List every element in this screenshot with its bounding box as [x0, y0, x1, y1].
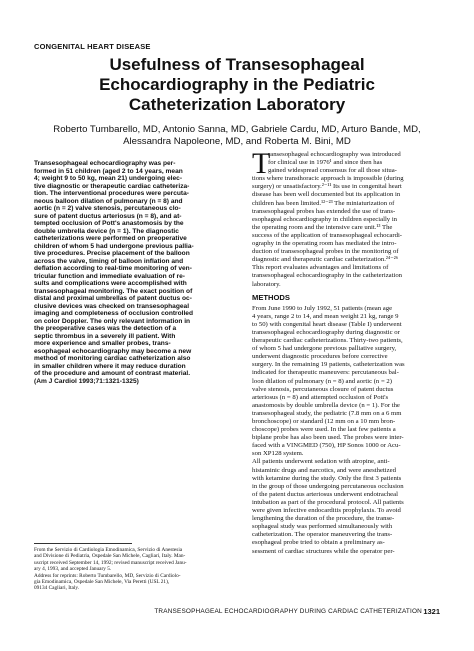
abstract-line: the preoperative cases was the detection of a	[34, 325, 177, 332]
article-title	[0, 55, 474, 115]
methods-line: All patients underwent sedation with atropine, anti-	[252, 458, 390, 466]
intro-line: ransesophageal echocardiography was introduced	[268, 151, 401, 158]
abstract-line: across the valve, timing of balloon inflation and	[34, 257, 184, 265]
abstract-line: tion. The interventional procedures were percuta-	[34, 190, 189, 197]
methods-line: choscope) probes were used. In the last few patients a	[252, 426, 396, 434]
abstract-line: sure of patent ductus arteriosus (n = 8), and at-	[34, 212, 182, 220]
methods-line: transesophageal echocardiography during diagnostic or	[252, 328, 400, 336]
abstract-line: on color Doppler. The only relevant information in	[34, 317, 191, 325]
intro-line: ography in the operating room has mediated the intro-	[252, 240, 397, 248]
abstract-line: clusive devices was checked on transesophageal	[34, 302, 190, 310]
abstract-line: (Am J Cardiol 1993;71:1321-1325)	[34, 377, 139, 385]
abstract-line: transesophageal monitoring. The exact position of	[34, 287, 193, 295]
footnote-line: uscript received September 14, 1992; revised manuscript received Janu-	[34, 559, 187, 566]
methods-line: faced with a VINGMED (750), HP Sonos 1000 or Acu-	[252, 442, 401, 450]
intro-line: surgery) or unsatisfactory.²⁻¹¹ Its use in congenital heart	[252, 183, 402, 191]
abstract-line: esophageal echocardiography may become a new	[34, 347, 192, 355]
abstract-line: formed in 51 children (aged 2 to 14 years, mean	[34, 167, 183, 175]
methods-line: catheterization. The operator maneuvering the trans-	[252, 531, 393, 539]
running-head: TRANSESOPHAGEAL ECHOCARDIOGRAPHY DURING CARDIAC CATHETERIZATION	[154, 608, 422, 615]
methods-line: lengthening the duration of the procedure, the transe-	[252, 515, 395, 523]
methods-line: arteriosus (n = 8) and attempted occlusion of Pott's	[252, 393, 389, 401]
methods-heading: METHODS	[252, 293, 290, 302]
footnote-line: and Divisione di Pediatria, Ospedale San Michele, Cagliari, Italy. Man-	[34, 553, 186, 560]
footnote-line: Address for reprints: Roberto Tumbarello, MD, Servizio di Cardiolo-	[34, 572, 181, 579]
methods-line: were given infective endocarditis prophylaxis. To avoid	[252, 507, 401, 515]
abstract-line: distal and proximal umbrellas of patent ductus oc-	[34, 295, 192, 302]
intro-line: laboratory.	[252, 280, 281, 288]
page-number: 1321	[423, 607, 440, 616]
abstract-line: of the procedure and amount of contrast material.	[34, 370, 191, 377]
abstract-line: aortic (n = 2) valve stenosis, percutaneous clo-	[34, 205, 181, 212]
footnote-divider	[34, 543, 132, 544]
abstract-line: children of whom 5 had undergone previous pallia-	[34, 242, 194, 250]
title-line: Echocardiography in the Pediatric	[99, 75, 375, 94]
intro-line: children has been limited.¹²⁻²³ The miniaturization of	[252, 199, 395, 207]
author-list	[0, 124, 474, 148]
methods-line: histaminic drugs and narcotics, and were anesthetized	[252, 466, 396, 474]
abstract-line: deflation according to real-time monitoring of ven-	[34, 265, 192, 272]
footnote-line: From the Servizio di Cardiologia Emodinamica, Servizio di Anestesia	[34, 547, 183, 553]
methods-line: From June 1990 to July 1992, 51 patients (mean age	[252, 304, 393, 312]
methods-line: son XP128 system.	[252, 450, 304, 458]
footnote-line: ary 4, 1993, and accepted January 5.	[34, 566, 112, 573]
abstract	[34, 160, 234, 385]
introduction	[252, 147, 440, 289]
methods-line: 4 years, range 2 to 14, and mean weight 21 kg, range 9	[252, 312, 399, 320]
methods-line: of whom 5 had undergone previous palliative surgery,	[252, 345, 397, 353]
abstract-line: tempted occlusion of Pott's anastomosis by the	[34, 220, 184, 227]
methods-line: bronchoscope) or standard (12 mm on a 10 mm bron-	[252, 418, 396, 425]
footnote-line: gia Emodinamica, Ospedale San Michele, Via Peretti (USL 21),	[34, 579, 170, 586]
methods-line: loon dilation of pulmonary (n = 8) and aortic (n = 2)	[252, 377, 392, 385]
methods-line: transesophageal study, the pediatric (7.8 mm on a 6 mm	[252, 409, 402, 417]
intro-line: transesophageal probes has extended the use of trans-	[252, 207, 396, 215]
title-line: Catheterization Laboratory	[128, 95, 346, 114]
methods-line: underwent diagnostic procedures before corrective	[252, 353, 388, 361]
author-line: Alessandra Napoleone, MD, and Roberta M. Bini, MD	[123, 136, 351, 147]
abstract-line: neous balloon dilation of pulmonary (n = 8) and	[34, 197, 183, 205]
methods-line: biplane probe has also been used. The probes were inter-	[252, 434, 404, 442]
abstract-line: tive diagnostic or therapeutic cardiac catheteriza-	[34, 182, 190, 190]
abstract-line: sults and complications were accomplished with	[34, 280, 187, 287]
methods-line: therapeutic cardiac catheterizations. Thirty-two patients,	[252, 337, 403, 345]
intro-line: disease has been well documented but its application in	[252, 191, 401, 199]
abstract-line: catheterizations were performed on preoperative	[34, 235, 187, 242]
methods-line: intubation as part of the procedural protocol. All patients	[252, 498, 404, 506]
footnote-line: 09134 Cagliari, Italy.	[34, 585, 79, 592]
intro-line: for clinical use in 1976¹ and since then has	[268, 159, 383, 167]
methods-line: to 50) with congenital heart disease (Table I) underwent	[252, 320, 402, 328]
intro-line: transesophageal echocardiography in the catheterization	[252, 272, 403, 280]
abstract-line: tive procedures. Precise placement of the balloon	[34, 250, 190, 257]
abstract-line: in smaller children where it may reduce duration	[34, 362, 186, 370]
abstract-line: double umbrella device (n = 1). The diagnostic	[34, 227, 179, 235]
intro-line: success of the application of transesophageal echocardi-	[252, 231, 403, 239]
intro-line: duction of transesophageal probes in the monitoring of	[252, 248, 399, 256]
body-column	[252, 147, 440, 556]
intro-line: gained widespread consensus for all those situa-	[268, 167, 397, 175]
intro-line: diagnostic and therapeutic cardiac catheterization.²⁴⁻²⁶	[252, 256, 399, 264]
methods-line: indicated for therapeutic maneuvers: percutaneous bal-	[252, 369, 399, 377]
methods-line: of the patent ductus arteriosus underwent endotracheal	[252, 490, 398, 498]
abstract-line: imaging and completeness of occlusion controlled	[34, 310, 194, 317]
title-line: Usefulness of Transesophageal	[109, 55, 365, 74]
section-label: CONGENITAL HEART DISEASE	[34, 42, 151, 51]
intro-line: esophageal echocardiography in children especially in	[252, 215, 398, 223]
methods-line: with ketamine during the study. Only the first 3 patients	[252, 474, 402, 482]
author-footnote	[34, 547, 239, 592]
abstract-line: 4; weight 9 to 50 kg, mean 21) undergoing elec-	[34, 175, 183, 182]
intro-line: tions where transthoracic approach is impossible (during	[252, 175, 404, 183]
intro-line: This report evaluates advantages and limitations of	[252, 264, 389, 272]
methods-line: valve stenosis, percutaneous closure of patent ductus	[252, 385, 394, 393]
methods-text	[252, 305, 440, 556]
abstract-line: Transesophageal echocardiography was per-	[34, 160, 176, 167]
methods-line: surgery. In the remaining 19 patients, catheterization was	[252, 361, 405, 369]
methods-line: in the group of those undergoing percutaneous occlusion	[252, 482, 404, 490]
drop-cap: T	[252, 147, 271, 180]
methods-line: esophageal probe tried to obtain a preliminary as-	[252, 539, 385, 547]
methods-line: sophageal study was performed simultaneously with	[252, 523, 393, 531]
methods-line: anastomosis by double umbrella device (n = 1). For the	[252, 401, 400, 409]
methods-line: sessment of cardiac structures while the operator per-	[252, 547, 395, 555]
intro-line: the operating room and the intensive care unit.¹³ The	[252, 223, 393, 231]
abstract-line: more experience and smaller probes, trans-	[34, 340, 171, 347]
abstract-line: septic thrombus in a severely ill patient. With	[34, 332, 176, 340]
abstract-line: tricular function and immediate evaluation of re-	[34, 272, 185, 280]
author-line: Roberto Tumbarello, MD, Antonio Sanna, MD, Gabriele Cardu, MD, Arturo Bande, MD,	[53, 124, 421, 135]
abstract-line: method of monitoring cardiac catheterization also	[34, 355, 191, 362]
